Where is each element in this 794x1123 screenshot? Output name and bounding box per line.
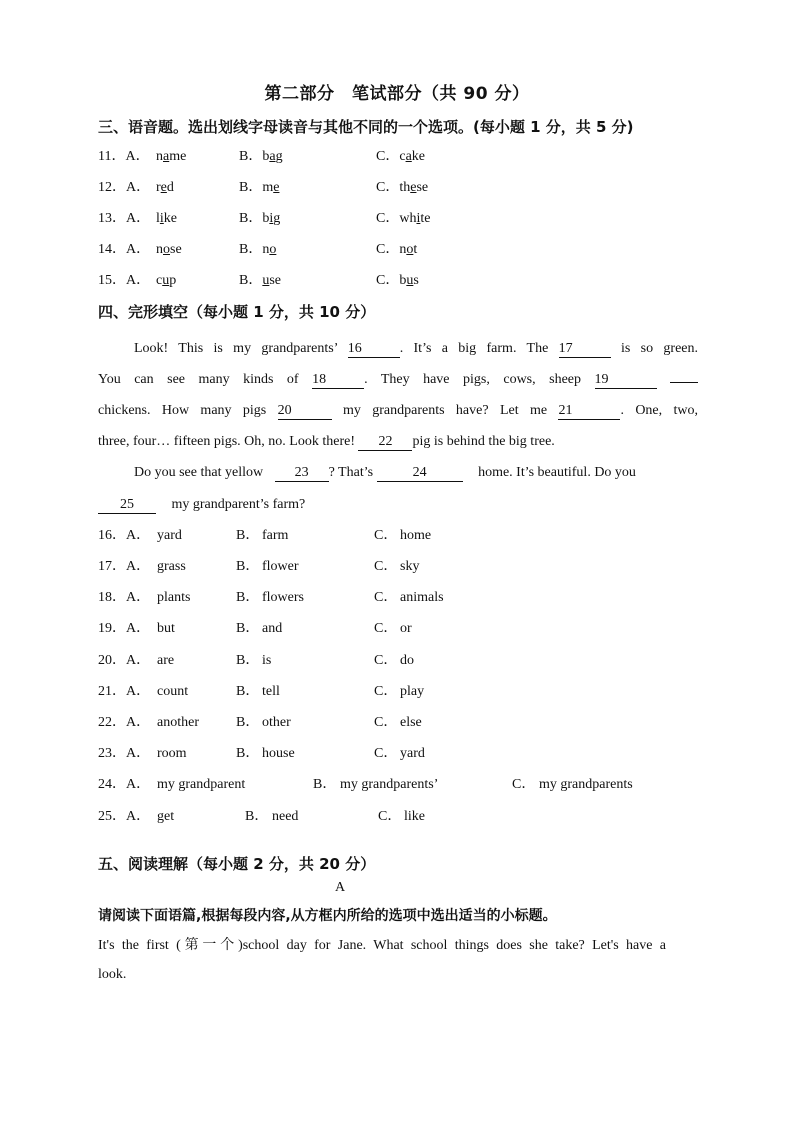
option-label: B． — [236, 621, 260, 636]
option-label: B． — [239, 242, 263, 257]
word-part: b — [262, 211, 270, 226]
cloze-text: my grandparents have? Let me — [343, 403, 548, 418]
reading-text-line: look. — [98, 967, 127, 982]
blank-16[interactable]: 16 — [348, 340, 400, 358]
option-a[interactable] — [156, 240, 182, 260]
section5-heading: 五、阅读理解（每小题 2 分，共 20 分） — [98, 855, 376, 873]
blank-20[interactable]: 20 — [278, 402, 332, 420]
blank-23[interactable]: 23 — [275, 464, 329, 482]
word-part: r — [156, 180, 161, 195]
cloze-question-25 — [0, 807, 794, 827]
cloze-question-22 — [0, 713, 794, 733]
option-a[interactable]: plants — [157, 590, 191, 605]
cloze-question-18 — [0, 588, 794, 608]
option-label: B． — [236, 684, 260, 699]
word-part: t — [413, 242, 418, 257]
word-part: l — [156, 211, 160, 226]
cloze-text: You can see many kinds of — [98, 372, 299, 387]
option-c[interactable] — [376, 209, 430, 229]
option-a[interactable]: but — [157, 621, 175, 636]
option-b[interactable]: flower — [262, 559, 299, 574]
underlined-letter: o — [163, 242, 170, 257]
option-label: B． — [245, 809, 269, 824]
question-number: 13．A． — [98, 211, 151, 226]
word-part: n — [156, 149, 163, 164]
cloze-question-21 — [0, 682, 794, 702]
cloze-question-17 — [0, 557, 794, 577]
underlined-letter: a — [163, 149, 170, 164]
blank-19-extra — [670, 382, 698, 383]
option-b[interactable] — [239, 271, 281, 291]
cloze-paragraph-2 — [134, 463, 636, 483]
underlined-letter: a — [269, 149, 276, 164]
option-a[interactable]: room — [157, 746, 187, 761]
option-label: B． — [236, 559, 260, 574]
option-b[interactable]: and — [262, 621, 283, 636]
passage-label: A — [335, 880, 346, 895]
word-part: b — [399, 273, 407, 288]
option-b[interactable]: need — [272, 809, 299, 824]
option-b[interactable]: my grandparents’ — [340, 777, 439, 792]
option-b[interactable] — [239, 178, 279, 198]
option-label: B． — [313, 777, 337, 792]
blank-25[interactable]: 25 — [98, 496, 156, 514]
option-label: B． — [236, 653, 260, 668]
underlined-letter: u — [162, 273, 170, 288]
question-number: 21．A． — [98, 684, 151, 699]
question-number: 19．A． — [98, 621, 151, 636]
option-b[interactable] — [239, 240, 276, 260]
reading-instruction: 请阅读下面语篇,根据每段内容,从方框内所给的选项中选出适当的小标题。 — [98, 908, 557, 924]
option-b[interactable]: house — [262, 746, 295, 761]
option-label: B． — [239, 149, 263, 164]
option-label: B． — [236, 715, 260, 730]
word-part: se — [269, 273, 282, 288]
option-label: B． — [239, 273, 263, 288]
option-label: C． — [376, 180, 400, 195]
word-part: ke — [411, 149, 425, 164]
option-label: C． — [378, 809, 402, 824]
cloze-text: . They have pigs, cows, sheep — [364, 372, 581, 387]
option-label: C． — [374, 590, 398, 605]
word-part: d — [166, 180, 174, 195]
word-part: n — [399, 242, 407, 257]
option-c[interactable]: home — [400, 528, 432, 543]
option-c[interactable]: like — [404, 809, 425, 824]
option-c[interactable]: yard — [400, 746, 425, 761]
word-part: g — [273, 211, 281, 226]
option-c[interactable]: my grandparents — [539, 777, 633, 792]
option-label: C． — [374, 715, 398, 730]
underlined-letter: u — [406, 273, 414, 288]
option-b[interactable]: tell — [262, 684, 280, 699]
question-number: 16．A． — [98, 528, 151, 543]
question-number: 11．A． — [98, 149, 150, 164]
option-c[interactable]: or — [400, 621, 412, 636]
option-label: B． — [236, 528, 260, 543]
cloze-line — [98, 401, 698, 421]
page-title: 第二部分 笔试部分（共 90 分） — [264, 84, 530, 104]
section3-heading: 三、语音题。选出划线字母读音与其他不同的一个选项。(每小题 1 分，共 5 分) — [98, 118, 634, 136]
option-a[interactable] — [156, 147, 186, 167]
option-label: C． — [376, 273, 400, 288]
option-label: C． — [374, 559, 398, 574]
blank-21[interactable]: 21 — [558, 402, 620, 420]
option-a[interactable] — [156, 209, 177, 229]
option-b[interactable] — [239, 209, 280, 229]
question-number: 14．A． — [98, 242, 151, 257]
option-label: C． — [374, 653, 398, 668]
cloze-line — [98, 432, 555, 452]
underlined-letter: i — [416, 211, 421, 226]
underlined-letter: a — [405, 149, 412, 164]
blank-24[interactable]: 24 — [377, 464, 463, 482]
cloze-paragraph-1 — [98, 339, 698, 359]
option-b[interactable]: other — [262, 715, 291, 730]
option-label: B． — [236, 746, 260, 761]
cloze-text: home. It’s beautiful. Do you — [478, 465, 636, 480]
question-number: 25．A． — [98, 809, 151, 824]
option-c[interactable]: play — [400, 684, 425, 699]
word-part: th — [399, 180, 411, 195]
option-c[interactable] — [376, 271, 419, 291]
option-c[interactable]: do — [400, 653, 414, 668]
option-a[interactable]: my grandparent — [157, 777, 246, 792]
cloze-text: ? That’s — [328, 465, 374, 480]
cloze-question-20 — [0, 651, 794, 671]
underlined-letter: o — [269, 242, 277, 257]
reading-text-line — [98, 936, 666, 956]
word-part: se — [170, 242, 182, 257]
question-number: 17．A． — [98, 559, 151, 574]
underlined-letter: e — [410, 180, 417, 195]
word-part: te — [420, 211, 431, 226]
underlined-letter: e — [273, 180, 280, 195]
option-a[interactable]: grass — [157, 559, 186, 574]
blank-22[interactable]: 22 — [358, 433, 412, 451]
blank-17[interactable]: 17 — [559, 340, 611, 358]
word-part: b — [262, 149, 270, 164]
cloze-text: Look! This is my grandparents’ — [134, 341, 338, 356]
option-label: C． — [374, 621, 398, 636]
question-number: 12．A． — [98, 180, 151, 195]
underlined-letter: e — [160, 180, 167, 195]
word-part: se — [416, 180, 429, 195]
option-c[interactable] — [376, 147, 425, 167]
section4-heading: 四、完形填空（每小题 1 分，共 10 分） — [98, 303, 376, 321]
option-a[interactable] — [156, 271, 176, 291]
word-part: m — [262, 180, 274, 195]
word-part: wh — [399, 211, 417, 226]
cloze-question-24 — [0, 775, 794, 795]
word-part: p — [169, 273, 177, 288]
option-label: C． — [376, 211, 400, 226]
underlined-letter: i — [159, 211, 164, 226]
underlined-letter: o — [406, 242, 414, 257]
phonics-question-15 — [0, 271, 794, 291]
cloze-text: . It’s a big farm. The — [399, 341, 549, 356]
option-a[interactable] — [156, 178, 174, 198]
cloze-question-19 — [0, 619, 794, 639]
option-label: C． — [374, 528, 398, 543]
phonics-question-11 — [0, 147, 794, 167]
option-a[interactable]: count — [157, 684, 189, 699]
reading-text: It's the first (第一个)school day for Jane. What school things does she take? Let's have a — [98, 938, 666, 953]
option-a[interactable]: another — [157, 715, 199, 730]
word-part: g — [275, 149, 283, 164]
option-b[interactable]: is — [262, 653, 272, 668]
phonics-question-14 — [0, 240, 794, 260]
blank-18[interactable]: 18 — [312, 371, 364, 389]
word-part: s — [413, 273, 419, 288]
option-a[interactable]: yard — [157, 528, 182, 543]
underlined-letter: i — [269, 211, 274, 226]
option-label: B． — [236, 590, 260, 605]
option-a[interactable]: get — [157, 809, 175, 824]
option-c[interactable] — [376, 178, 428, 198]
cloze-question-16 — [0, 526, 794, 546]
option-label: C． — [512, 777, 536, 792]
cloze-text: my grandparent’s farm? — [171, 497, 306, 512]
word-part: me — [169, 149, 187, 164]
phonics-question-13 — [0, 209, 794, 229]
option-b[interactable]: farm — [262, 528, 289, 543]
cloze-text: Do you see that yellow — [134, 465, 264, 480]
cloze-line — [98, 495, 305, 515]
option-b[interactable]: flowers — [262, 590, 304, 605]
cloze-line — [98, 339, 698, 359]
word-part: c — [156, 273, 163, 288]
phonics-question-12 — [0, 178, 794, 198]
cloze-text: is so green. — [620, 341, 699, 356]
question-number: 18．A． — [98, 590, 151, 605]
cloze-text: three, four… fifteen pigs. Oh, no. Look there! — [98, 434, 355, 449]
cloze-text: . One, two, — [620, 403, 699, 418]
option-label: C． — [376, 149, 400, 164]
option-c[interactable] — [376, 240, 417, 260]
question-number: 20．A． — [98, 653, 151, 668]
question-number: 23．A． — [98, 746, 151, 761]
option-label: C． — [376, 242, 400, 257]
question-number: 15．A． — [98, 273, 151, 288]
cloze-line — [98, 370, 698, 390]
option-label: B． — [239, 211, 263, 226]
cloze-text: pig is behind the big tree. — [412, 434, 555, 449]
word-part: n — [156, 242, 163, 257]
word-part: n — [262, 242, 270, 257]
option-label: B． — [239, 180, 263, 195]
option-label: C． — [374, 684, 398, 699]
word-part: ke — [163, 211, 177, 226]
cloze-question-23 — [0, 744, 794, 764]
option-c[interactable]: sky — [400, 559, 420, 574]
option-c[interactable]: animals — [400, 590, 444, 605]
underlined-letter: u — [262, 273, 270, 288]
option-b[interactable] — [239, 147, 283, 167]
option-c[interactable]: else — [400, 715, 422, 730]
question-number: 22．A． — [98, 715, 151, 730]
word-part: c — [399, 149, 406, 164]
option-a[interactable]: are — [157, 653, 175, 668]
cloze-text: chickens. How many pigs — [98, 403, 267, 418]
option-label: C． — [374, 746, 398, 761]
blank-19[interactable]: 19 — [595, 371, 657, 389]
question-number: 24．A． — [98, 777, 151, 792]
